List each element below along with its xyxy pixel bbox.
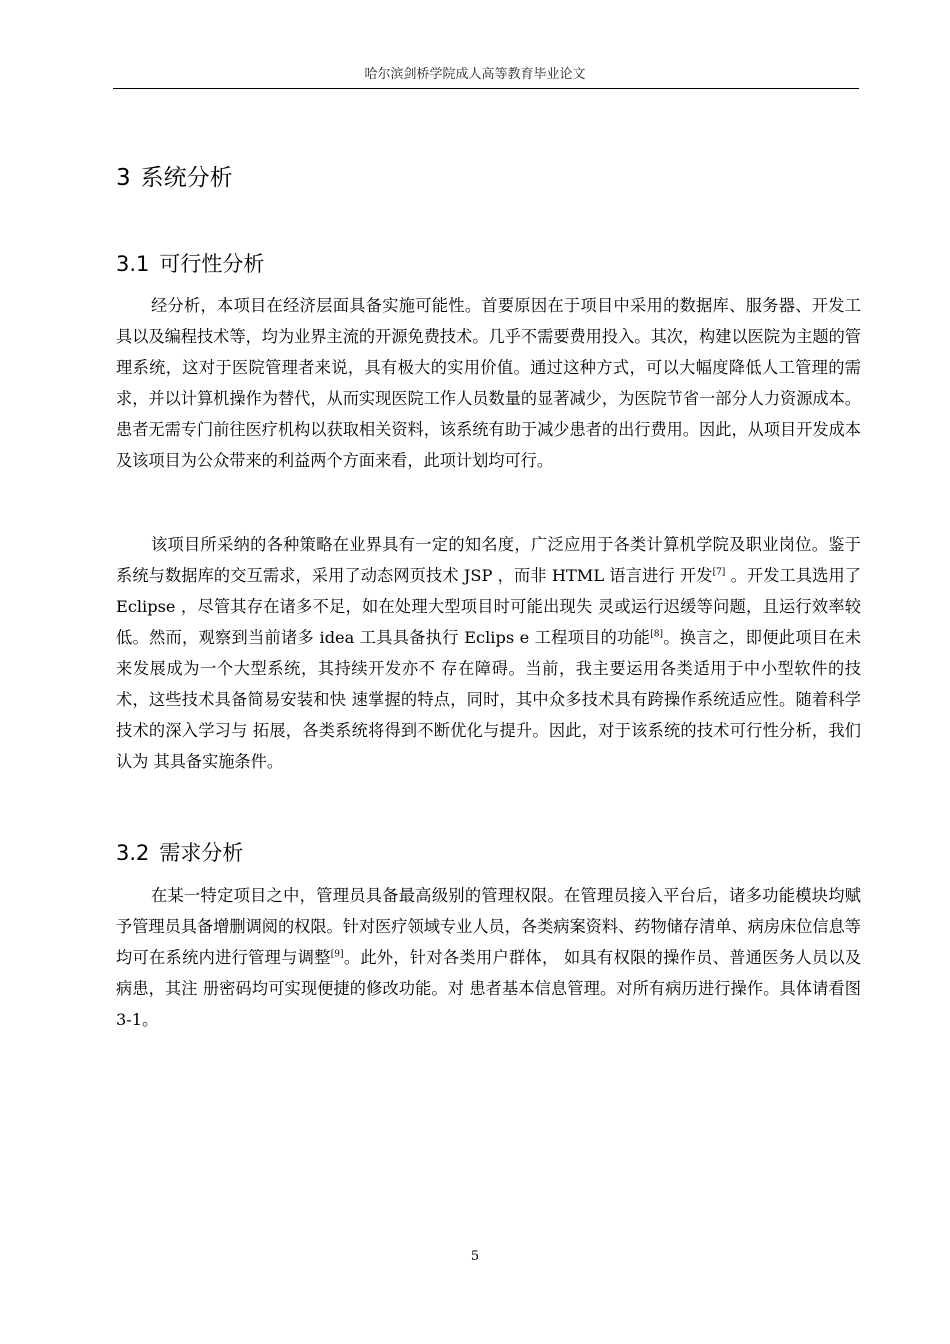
section-title-requirements [116,840,243,866]
paragraph-requirements [116,880,861,1035]
header-divider [113,88,859,89]
chapter-title-text: 系统分析 [140,165,233,191]
paragraph-text: 该项目所采纳的各种策略在业界具有一定的知名度，广泛应用于各类计算机学院及职业岗位。鉴于系统与数据库的交互需求，采用了动态网页技术 JSP ，而非 HTML 语言进行 开发 [116,535,861,585]
paragraph-text: 。换言之，即便此项目在未来发展成为一个大型系统，其持续开发亦不 存在障碍。当前，我主要运用各类适用于中小型软件的技术，这些技术具备简易安装和快 速掌握的特点，同时，其中众多技术具有跨操作系统适应性。随着科学技术的深入学习与 拓展，各类系统将得到不断优化与提升。因此，对于该系统的技术可行性分析，我们认为 其具备实施条件。 [116,628,862,771]
section-number: 3.1 [116,252,150,276]
paragraph-technical-feasibility [116,529,861,777]
chapter-title [116,164,233,192]
paragraph-text: 。开发工具选用了 Eclipse ，尽管其存在诸多不足，如在处理大型项目时可能出现失 灵或运行迟缓等问题，且运行效率较低。然而，观察到当前诸多 idea 工具具备执行 Eclips e 工程项目的功能 [116,566,861,647]
section-number: 3.2 [116,841,150,865]
page-number: 5 [470,1249,480,1264]
section-title-feasibility [116,251,264,277]
paragraph-text: 经分析，本项目在经济层面具备实施可能性。首要原因在于项目中采用的数据库、服务器、开发工具以及编程技术等，均为业界主流的开源免费技术。几乎不需要费用投入。其次，构建以医院为主题的管理系统，这对于医院管理者来说，具有极大的实用价值。通过这种方式，可以大幅度降低人工管理的需求，并以计算机操作为替代，从而实现医院工作人员数量的显著减少，为医院节省一部分人力资源成本。患者无需专门前往医疗机构以获取相关资料，该系统有助于减少患者的出行费用。因此，从项目开发成本及该项目为公众带来的利益两个方面来看，此项计划均可行。 [116,296,861,470]
paragraph-text: 。此外，针对各类用户群体， 如具有权限的操作员、普通医务人员以及病患，其注 册密码均可实现便捷的修改功能。对 患者基本信息管理。对所有病历进行操作。具体请看图 3-1。 [116,948,861,1029]
running-header: 哈尔滨剑桥学院成人高等教育毕业论文 [364,67,586,82]
paragraph-economic-feasibility [116,290,861,476]
section-title-text: 需求分析 [159,841,244,865]
section-title-text: 可行性分析 [159,252,265,276]
paragraph-text: 在某一特定项目之中，管理员具备最高级别的管理权限。在管理员接入平台后，诸多功能模块均赋予管理员具备增删调阅的权限。针对医疗领域专业人员，各类病案资料、药物储存清单、病房床位信息等均可在系统内进行管理与调整 [116,886,861,967]
chapter-number: 3 [116,165,131,191]
citation-ref: [8] [650,629,663,640]
citation-ref: [7] [712,567,726,578]
citation-ref: [9] [330,949,344,960]
